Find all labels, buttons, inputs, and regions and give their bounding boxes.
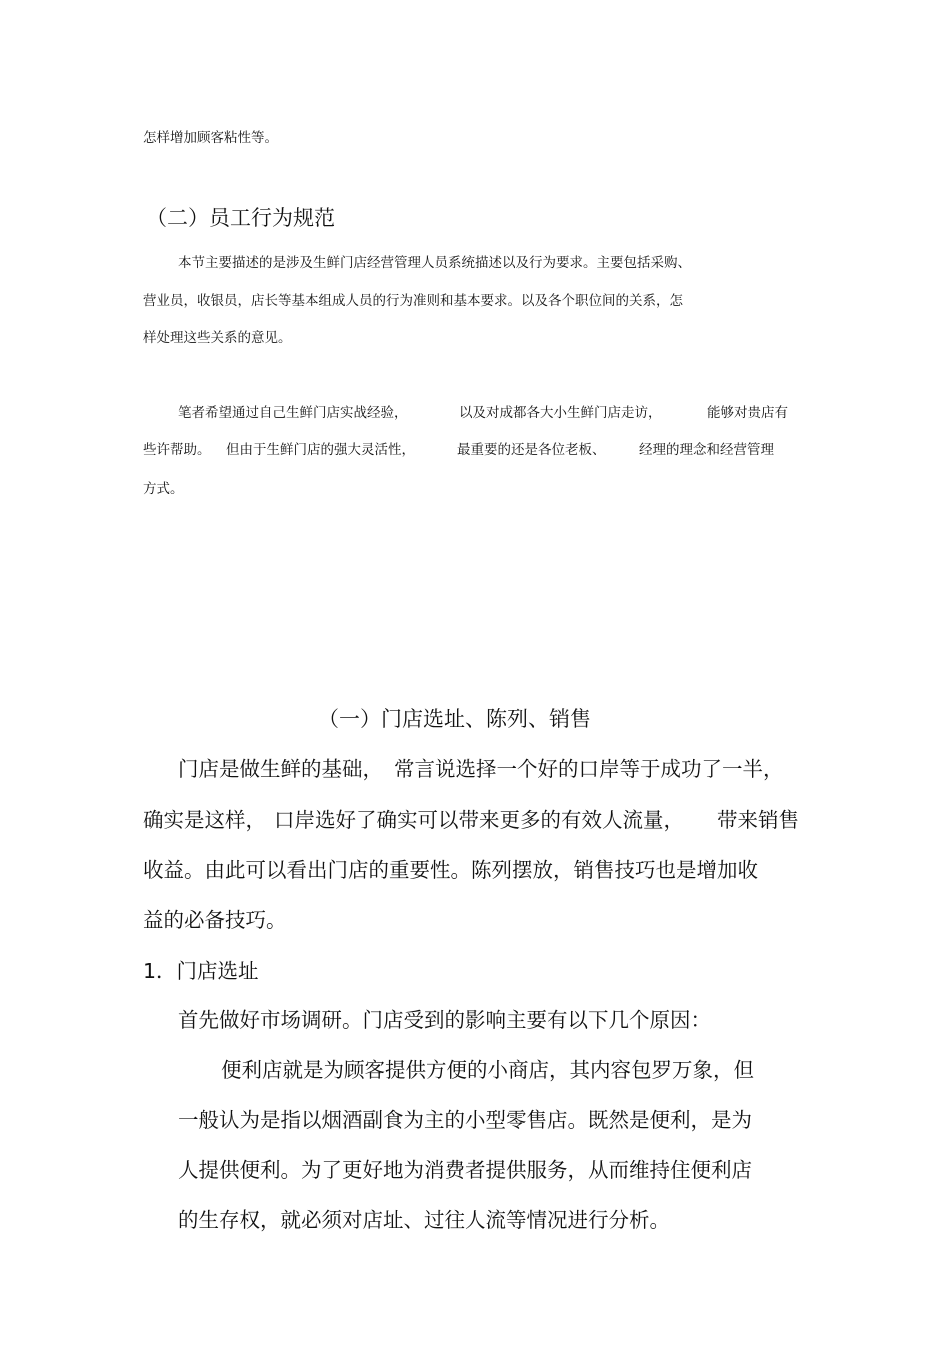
paragraph-line: 便利店就是为顾客提供方便的小商店，其内容包罗万象，但 bbox=[221, 1058, 754, 1082]
paragraph-line-segment: 常言说选择一个好的口岸等于成功了一半， bbox=[394, 757, 784, 781]
paragraph-line: 本节主要描述的是涉及生鲜门店经营管理人员系统描述以及行为要求。主要包括采购、 bbox=[178, 255, 691, 271]
paragraph-line-segment: 最重要的还是各位老板、 bbox=[457, 442, 606, 458]
paragraph-line-segment: 能够对贵店有 bbox=[707, 405, 788, 421]
paragraph-line: 益的必备技巧。 bbox=[143, 908, 287, 932]
section-heading: （二）员工行为规范 bbox=[146, 206, 335, 230]
paragraph-line-segment: 以及对成都各大小生鲜门店走访， bbox=[459, 405, 662, 421]
paragraph-line-segment: 带来销售 bbox=[717, 808, 799, 832]
paragraph-line-segment: 门店是做生鲜的基础， bbox=[178, 757, 383, 781]
paragraph-line-segment: 经理的理念和经营管理 bbox=[639, 442, 774, 458]
paragraph-line: 营业员，收银员，店长等基本组成人员的行为准则和基本要求。以及各个职位间的关系，怎 bbox=[143, 293, 683, 309]
paragraph-line: 方式。 bbox=[143, 481, 184, 497]
paragraph-line: 人提供便利。为了更好地为消费者提供服务，从而维持住便利店 bbox=[178, 1158, 752, 1182]
paragraph-line: 收益。由此可以看出门店的重要性。陈列摆放，销售技巧也是增加收 bbox=[143, 858, 758, 882]
chapter-heading: （一）门店选址、陈列、销售 bbox=[318, 707, 591, 731]
paragraph-line: 首先做好市场调研。门店受到的影响主要有以下几个原因： bbox=[178, 1008, 711, 1032]
paragraph-line: 怎样增加顾客粘性等。 bbox=[143, 130, 278, 146]
paragraph-line: 一般认为是指以烟酒副食为主的小型零售店。既然是便利，是为 bbox=[178, 1108, 752, 1132]
paragraph-line-segment: 些许帮助。 bbox=[143, 442, 211, 458]
paragraph-line: 样处理这些关系的意见。 bbox=[143, 330, 292, 346]
paragraph-line-segment: 口岸选好了确实可以带来更多的有效人流量， bbox=[274, 808, 684, 832]
paragraph-line-segment: 笔者希望通过自己生鲜门店实战经验， bbox=[178, 405, 408, 421]
paragraph-line-segment: 确实是这样， bbox=[143, 808, 266, 832]
paragraph-line: 的生存权，就必须对店址、过往人流等情况进行分析。 bbox=[178, 1208, 670, 1232]
paragraph-line-segment: 但由于生鲜门店的强大灵活性， bbox=[226, 442, 415, 458]
list-item-heading: 1．门店选址 bbox=[143, 959, 259, 983]
